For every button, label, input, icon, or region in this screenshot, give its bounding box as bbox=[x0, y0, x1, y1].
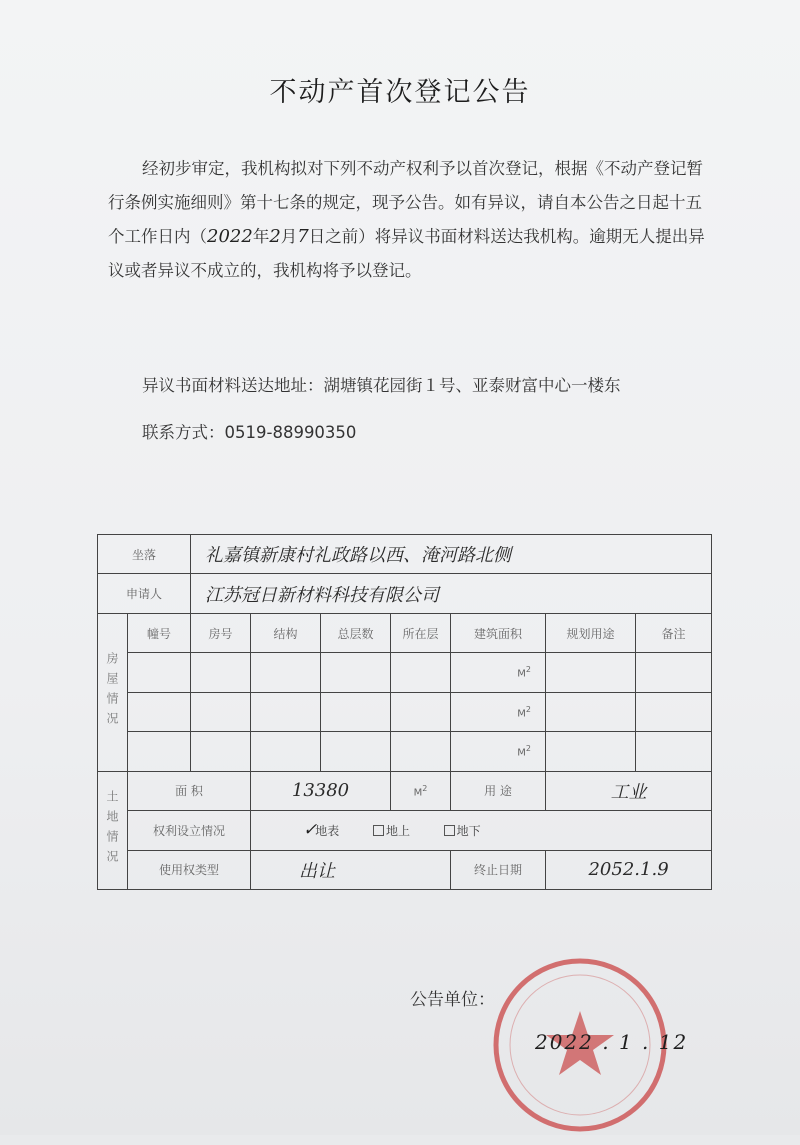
header-building-area: 建筑面积 bbox=[451, 613, 546, 652]
right-type-label: 使用权类型 bbox=[128, 850, 251, 890]
right-type-value: 出让 bbox=[251, 850, 451, 890]
header-remarks: 备注 bbox=[636, 613, 712, 652]
announcing-unit-label: 公告单位： bbox=[410, 990, 495, 1010]
area-unit-cell: $M^2$ bbox=[451, 732, 546, 771]
header-building-no: 幢号 bbox=[128, 613, 191, 652]
house-row bbox=[98, 732, 712, 771]
handwritten-year: 2022 bbox=[207, 226, 253, 247]
paragraph-text-1: 经初步审定，我机构拟对下列不动产权利予以首次登记，根据《不动产登记暂行条例实施细则》第十七条的规定，现予公告。如有异议，请自本公告之日起十五个工作日内（ bbox=[108, 159, 703, 246]
paragraph-text-2: 日之前）将异议书面材料送达我机构。逾期无人提出异议或者异议不成立的，我机构将予以登记。 bbox=[108, 227, 705, 280]
right-options bbox=[251, 811, 712, 850]
area-unit-cell: $M^2$ bbox=[451, 692, 546, 731]
checkbox-icon bbox=[444, 825, 455, 836]
objection-address: 异议书面材料送达地址：湖塘镇花园街１号、亚泰财富中心一楼东 bbox=[142, 376, 621, 395]
handwritten-month: 2 bbox=[269, 226, 281, 247]
registration-table bbox=[97, 534, 712, 890]
land-area-value: 13380 bbox=[251, 771, 391, 810]
option-below[interactable]: 地下 bbox=[444, 824, 481, 838]
header-structure: 结构 bbox=[251, 613, 321, 652]
right-type-row bbox=[98, 850, 712, 890]
contact-phone: 联系方式：0519-88990350 bbox=[142, 423, 357, 442]
location-value: 礼嘉镇新康村礼政路以西、淹河路北侧 bbox=[191, 535, 712, 574]
year-unit: 年 bbox=[252, 227, 270, 246]
applicant-value: 江苏冠日新材料科技有限公司 bbox=[191, 574, 712, 613]
applicant-label: 申请人 bbox=[98, 574, 191, 613]
page-title: 不动产首次登记公告 bbox=[269, 77, 531, 108]
right-setup-label: 权利设立情况 bbox=[128, 811, 251, 850]
house-row bbox=[98, 653, 712, 692]
end-date-label: 终止日期 bbox=[451, 850, 546, 890]
location-label: 坐落 bbox=[98, 535, 191, 574]
land-area-unit: $M^2$ bbox=[391, 771, 451, 810]
land-area-label: 面 积 bbox=[128, 771, 251, 810]
usage-label: 用 途 bbox=[451, 771, 546, 810]
house-header-row bbox=[98, 613, 712, 652]
header-total-floors: 总层数 bbox=[321, 613, 391, 652]
land-section-label: 土地情况 bbox=[98, 771, 128, 889]
option-above[interactable]: 地上 bbox=[373, 824, 410, 838]
applicant-row bbox=[98, 574, 712, 613]
header-room-no: 房号 bbox=[191, 613, 251, 652]
handwritten-day: 7 bbox=[297, 226, 309, 247]
header-floor: 所在层 bbox=[391, 613, 451, 652]
right-setup-row bbox=[98, 811, 712, 850]
land-area-row bbox=[98, 771, 712, 810]
announcement-paragraph bbox=[108, 152, 708, 288]
signature-date: 2022 . 1 . 12 bbox=[535, 1030, 689, 1054]
usage-value: 工业 bbox=[546, 771, 712, 810]
header-planned-use: 规划用途 bbox=[546, 613, 636, 652]
area-unit-cell: $M^2$ bbox=[451, 653, 546, 692]
option-surface[interactable]: ✓地表 bbox=[303, 820, 340, 841]
location-row bbox=[98, 535, 712, 574]
month-unit: 月 bbox=[280, 227, 298, 246]
checkbox-icon bbox=[373, 825, 384, 836]
end-date-value: 2052.1.9 bbox=[546, 850, 712, 890]
house-row bbox=[98, 692, 712, 731]
check-mark-icon: ✓ bbox=[303, 820, 318, 841]
house-section-label: 房屋情况 bbox=[98, 613, 128, 771]
